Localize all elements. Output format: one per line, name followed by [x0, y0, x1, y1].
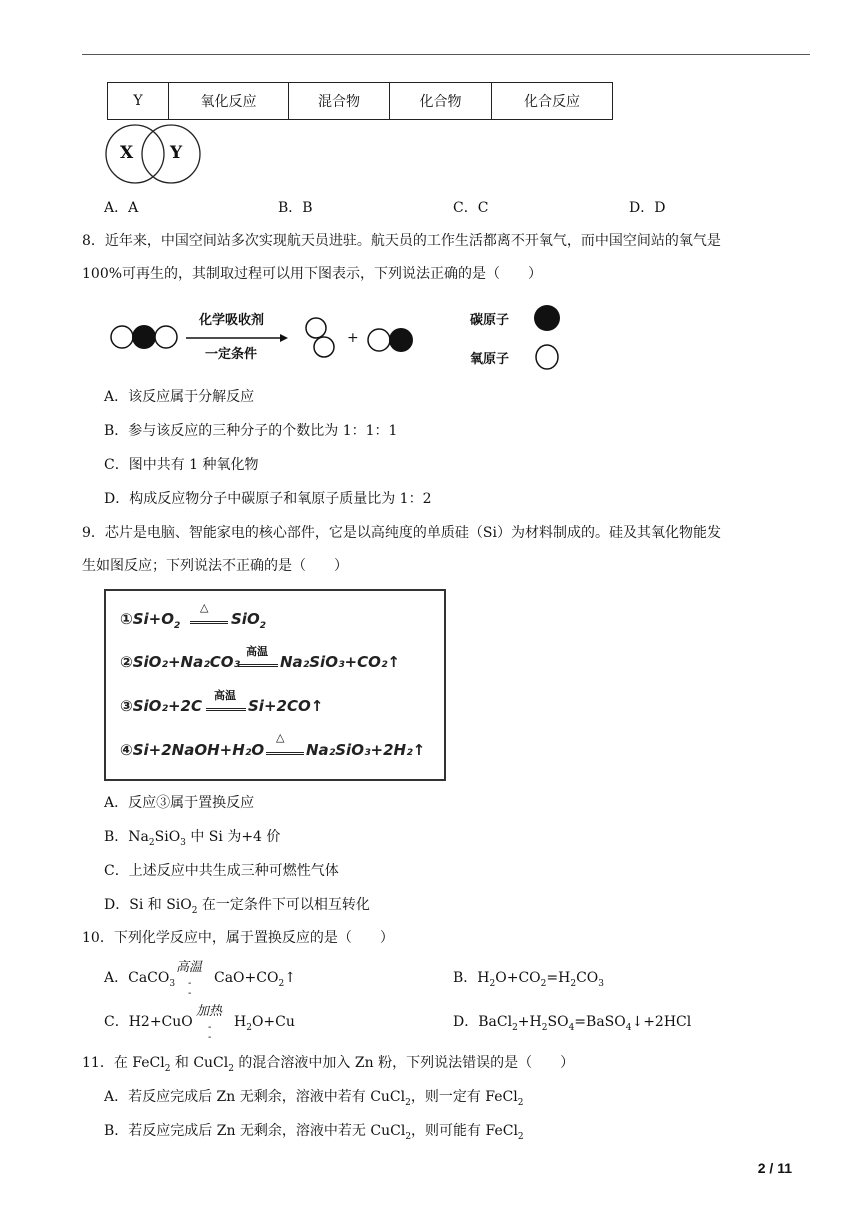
- q9-stem-line2: 生如图反应；下列说法不正确的是（ ）: [82, 558, 348, 574]
- plus-sign: +: [347, 330, 359, 346]
- q10-option-b[interactable]: B．$H_2O+CO_2=H_2CO_3$: [453, 970, 604, 989]
- legend-carbon-label: 碳原子: [470, 313, 510, 328]
- eq4-condition: △: [276, 731, 285, 744]
- arrow-top-label: 化学吸收剂: [199, 313, 265, 328]
- eq1-right: SiO$_2$: [231, 610, 266, 631]
- eq3-equals: [206, 708, 246, 711]
- eq2-right: Na₂SiO₃+CO₂↑: [280, 653, 400, 671]
- venn-label-y: Y: [170, 143, 183, 163]
- q9-option-b[interactable]: B．$Na_2SiO_3$ 中 Si 为+4 价: [104, 829, 281, 848]
- eq1-equals: [190, 621, 228, 624]
- venn-label-x: X: [120, 143, 134, 163]
- q8-option-a[interactable]: A．该反应属于分解反应: [104, 389, 255, 405]
- q11-stem: 11．在 FeCl$_2$ 和 CuCl$_2$ 的混合溶液中加入 Zn 粉，下列说法错误的是（ ）: [82, 1055, 575, 1074]
- q9-option-a[interactable]: A．反应③属于置换反应: [104, 795, 255, 811]
- page-number: 2 / 11: [757, 1160, 792, 1176]
- eq3-condition: 高温: [214, 689, 236, 702]
- q10-a-bar: -: [188, 978, 192, 989]
- venn-diagram: [104, 124, 204, 188]
- eq1-condition: △: [200, 601, 209, 614]
- q8-stem-line2: 100%可再生的，其制取过程可以用下图表示，下列说法正确的是（ ）: [82, 266, 543, 282]
- q10-c-bar: -: [208, 1022, 212, 1033]
- q10-a-bar2: -: [188, 988, 192, 999]
- option-d[interactable]: D．D: [629, 200, 666, 216]
- q9-stem-line1: 9．芯片是电脑、智能家电的核心部件，它是以高纯度的单质硅（Si）为材料制成的。硅及其氧化物能发: [82, 525, 721, 541]
- table-cell: 混合物: [289, 83, 390, 120]
- eq2-left: ②SiO₂+Na₂CO₃: [120, 653, 241, 671]
- classification-table: [107, 82, 613, 120]
- option-c[interactable]: C．C: [453, 200, 489, 216]
- q11-option-a[interactable]: A．若反应完成后 Zn 无剩余，溶液中若有 CuCl$_2$，则一定有 FeCl$_2$: [104, 1089, 524, 1108]
- q10-a-products: $CaO+CO_2↑$: [214, 970, 296, 989]
- table-cell: Y: [108, 83, 169, 120]
- q8-option-b[interactable]: B．参与该反应的三种分子的个数比为 1：1：1: [104, 423, 398, 439]
- q10-a-condition: 高温: [176, 960, 203, 975]
- eq2-equals: [238, 664, 278, 667]
- table-cell: 化合反应: [492, 83, 613, 120]
- table-row: [108, 83, 613, 120]
- equations-box: [104, 589, 446, 781]
- table-cell: 化合物: [390, 83, 492, 120]
- option-a[interactable]: A．A: [104, 200, 139, 216]
- eq3-right: Si+2CO↑: [248, 697, 324, 715]
- eq4-left: ④Si+2NaOH+H₂O: [120, 741, 265, 759]
- q10-stem: 10．下列化学反应中，属于置换反应的是（ ）: [82, 930, 394, 946]
- q9-option-d[interactable]: D．Si 和 SiO$_2$ 在一定条件下可以相互转化: [104, 897, 370, 916]
- table-cell: 氧化反应: [169, 83, 289, 120]
- header-rule: [82, 54, 810, 55]
- legend-oxygen-label: 氧原子: [470, 352, 510, 367]
- q8-option-c[interactable]: C．图中共有 1 种氧化物: [104, 457, 259, 473]
- q10-c-products: $H_2O+Cu$: [234, 1014, 295, 1033]
- q10-option-c[interactable]: C．H2+CuO: [104, 1014, 193, 1030]
- q11-option-b[interactable]: B．若反应完成后 Zn 无剩余，溶液中若无 CuCl$_2$，则可能有 FeCl$_2$: [104, 1123, 524, 1142]
- q9-option-c[interactable]: C．上述反应中共生成三种可燃性气体: [104, 863, 339, 879]
- q8-stem-line1: 8．近年来，中国空间站多次实现航天员进驻。航天员的工作生活都离不开氧气，而中国空间站的氧气是: [82, 233, 721, 249]
- q10-option-a[interactable]: A．CaCO$_3$: [104, 970, 176, 989]
- eq1-left: $①Si+O_2$: [120, 610, 181, 631]
- q10-c-condition: 加热: [196, 1004, 223, 1019]
- q8-option-d[interactable]: D．构成反应物分子中碳原子和氧原子质量比为 1：2: [104, 491, 432, 507]
- q10-c-bar2: -: [208, 1032, 212, 1043]
- eq3-left: ③SiO₂+2C: [120, 697, 202, 715]
- arrow-bottom-label: 一定条件: [205, 347, 258, 362]
- eq4-equals: [266, 752, 304, 755]
- eq4-right: Na₂SiO₃+2H₂↑: [306, 741, 426, 759]
- option-b[interactable]: B．B: [278, 200, 313, 216]
- q10-option-d[interactable]: D．$BaCl_2+H_2SO_4=BaSO_4↓+2HCl$: [453, 1014, 692, 1033]
- eq2-condition: 高温: [246, 645, 268, 658]
